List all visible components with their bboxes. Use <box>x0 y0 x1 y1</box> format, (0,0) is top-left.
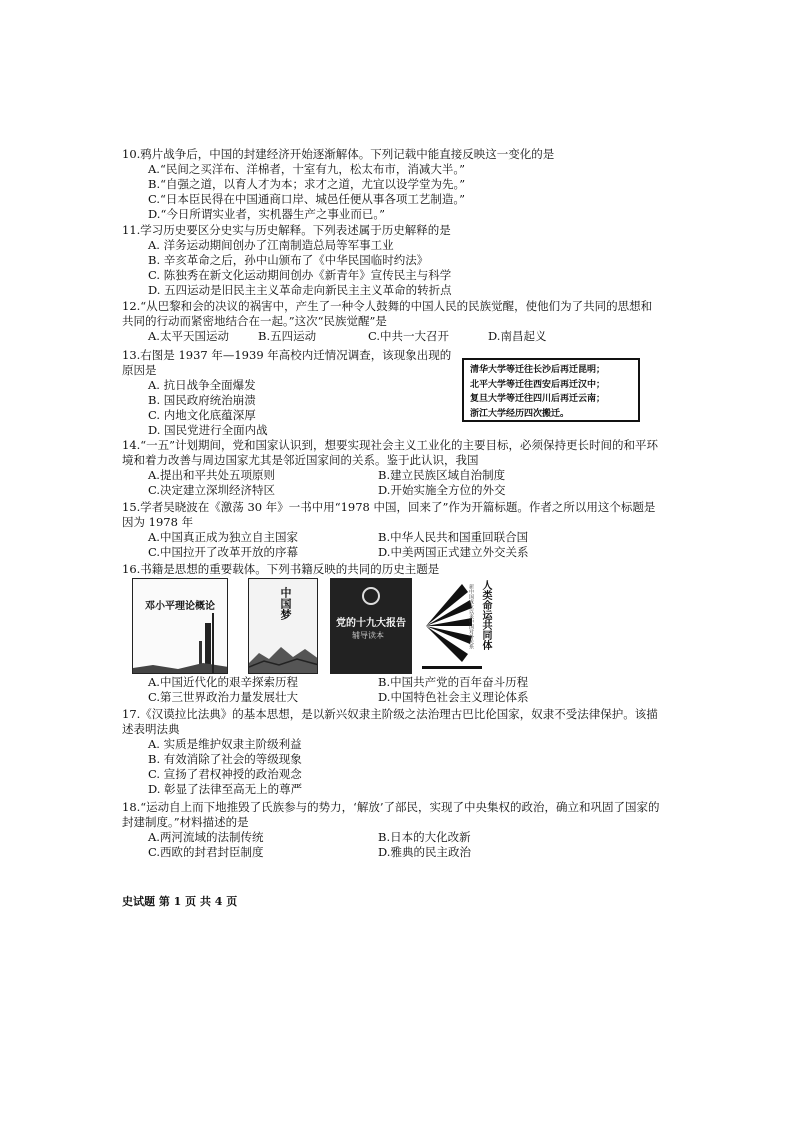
question-stem: 16.书籍是思想的重要载体。下列书籍反映的共同的历史主题是 <box>122 562 440 576</box>
option-c[interactable]: C.决定建立深圳经济特区 <box>148 483 276 497</box>
question-stem: 12.“从巴黎和会的决议的祸害中，产生了一种令人鼓舞的中国人民的民族觉醒，使他们为了共同的思想和共同的行动而紧密地结合在一起。”这次“民族觉醒”是 <box>122 299 653 328</box>
box-line: 复旦大学等迁往四川后再迁云南； <box>470 394 606 404</box>
box-line: 北平大学等迁往西安后再迁汉中； <box>470 379 606 390</box>
box-line: 清华大学等迁往长沙后再迁昆明； <box>470 365 606 375</box>
option-d[interactable]: D. 国民党进行全面内战 <box>148 423 268 437</box>
party-emblem-icon <box>330 582 412 612</box>
option-d[interactable]: D.“今日所谓实业者，实机器生产之事业而已。” <box>148 207 385 221</box>
option-c[interactable]: C. 宣扬了君权神授的政治观念 <box>148 767 302 781</box>
question-16 <box>122 562 662 577</box>
option-c[interactable]: C.“日本臣民得在中国通商口岸、城邑任便从事各项工艺制造。” <box>148 192 466 206</box>
question-stem: 15.学者吴晓波在《激荡 30 年》一书中用“1978 中国，回来了”作为开篇标题。作者之所以用这个标题是因为 1978 年 <box>122 500 656 529</box>
option-c[interactable]: C.中共一大召开 <box>368 329 450 343</box>
option-b[interactable]: B.建立民族区域自治制度 <box>378 468 506 482</box>
option-b[interactable]: B. 有效消除了社会的等级现象 <box>148 752 302 766</box>
option-d[interactable]: D.雅典的民主政治 <box>378 845 471 859</box>
question-15 <box>122 500 662 560</box>
book-title: 中国梦 <box>279 587 292 620</box>
great-wall-graphic-icon <box>249 633 318 673</box>
option-b[interactable]: B.日本的大化改新 <box>378 830 471 844</box>
book-title: 人类命运共同体 <box>480 580 491 650</box>
option-d[interactable]: D.南昌起义 <box>488 329 547 343</box>
box-line: 浙江大学经历四次搬迁。 <box>470 408 570 419</box>
option-d[interactable]: D.中国特色社会主义理论体系 <box>378 690 529 704</box>
book-cover-shared-future <box>422 578 504 674</box>
question-stem: 18.“运动自上而下地推毁了氏族参与的势力，‘解放’了部民，实现了中央集权的政治，确立和巩固了国家的封建制度。”材料描述的是 <box>122 800 660 829</box>
option-d[interactable]: D.中美两国正式建立外交关系 <box>378 545 529 559</box>
option-b[interactable]: B.中国共产党的百年奋斗历程 <box>378 675 529 689</box>
book-cover-deng-theory <box>132 578 228 674</box>
question-10 <box>122 147 662 222</box>
option-b[interactable]: B.五四运动 <box>258 329 317 343</box>
option-a[interactable]: A.中国真正成为独立自主国家 <box>148 530 298 544</box>
option-a[interactable]: A.“民间之买洋布、洋棉者，十室有九，松太布市，消减大半。” <box>148 162 465 176</box>
option-a[interactable]: A.两河流域的法制传统 <box>148 830 264 844</box>
question-12 <box>122 299 662 344</box>
book-cover-19th-congress-report <box>330 578 412 674</box>
option-c[interactable]: C.第三世界政治力量发展壮大 <box>148 690 299 704</box>
book-covers <box>132 578 592 674</box>
option-c[interactable]: C.西欧的封君封臣制度 <box>148 845 264 859</box>
option-b[interactable]: B. 国民政府统治崩溃 <box>148 393 256 407</box>
option-a[interactable]: A.太平天国运动 <box>148 329 229 343</box>
option-c[interactable]: C.中国拉开了改革开放的序幕 <box>148 545 299 559</box>
question-stem: 13.右图是 1937 年—1939 年高校内迁情况调查，该现象出现的原因是 <box>122 348 452 377</box>
option-b[interactable]: B.中华人民共和国重回联合国 <box>378 530 529 544</box>
option-a[interactable]: A.提出和平共处五项原则 <box>148 468 275 482</box>
option-a[interactable]: A. 抗日战争全面爆发 <box>148 378 256 392</box>
page-footer: 史试题 第 1 页 共 4 页 <box>122 895 238 908</box>
option-c[interactable]: C. 陈独秀在新文化运动期间创办《新青年》宣传民主与科学 <box>148 268 452 282</box>
option-d[interactable]: D.开始实施全方位的外交 <box>378 483 506 497</box>
question-stem: 11.学习历史要区分史实与历史解释。下列表述属于历史解释的是 <box>122 223 451 237</box>
question-17 <box>122 707 662 797</box>
book-subtitle: 辅导读本 <box>352 631 384 640</box>
question-16-options <box>122 675 662 705</box>
option-a[interactable]: A. 洋务运动期间创办了江南制造总局等军事工业 <box>148 238 394 252</box>
option-d[interactable]: D. 五四运动是旧民主主义革命走向新民主主义革命的转折点 <box>148 283 452 297</box>
question-14 <box>122 438 662 498</box>
question-13 <box>122 348 452 438</box>
book-title: 邓小平理论概论 <box>145 601 215 612</box>
book-title: 党的十九大报告 <box>336 618 406 629</box>
option-d[interactable]: D. 彰显了法律至高无上的尊严 <box>148 782 303 796</box>
option-a[interactable]: A.中国近代化的艰辛探索历程 <box>148 675 298 689</box>
question-stem: 17.《汉谟拉比法典》的基本思想，是以新兴奴隶主阶级之法治理古巴比伦国家，奴隶不受法律保护。该描述表明法典 <box>122 707 658 736</box>
question-18 <box>122 800 662 860</box>
book-subtitle: 新中国成立以来中国对外关系 <box>468 584 474 649</box>
option-c[interactable]: C. 内地文化底蕴深厚 <box>148 408 256 422</box>
university-relocation-box <box>462 358 640 422</box>
question-11 <box>122 223 662 298</box>
option-b[interactable]: B. 辛亥革命之后，孙中山颁布了《中华民国临时约法》 <box>148 253 429 267</box>
question-stem: 14.“一五”计划期间，党和国家认识到，想要实现社会主义工业化的主要目标，必须保持更长时间的和平环境和着力改善与周边国家尤其是邻近国家间的关系。鉴于此认识，我国 <box>122 438 659 467</box>
building-graphic-icon <box>133 613 228 673</box>
book-cover-china-dream <box>248 578 318 674</box>
question-stem: 10.鸦片战争后，中国的封建经济开始逐渐解体。下列记载中能直接反映这一变化的是 <box>122 147 555 161</box>
option-b[interactable]: B.“自强之道，以育人才为本；求才之道，尤宜以设学堂为先。” <box>148 177 466 191</box>
option-a[interactable]: A. 实质是维护奴隶主阶级利益 <box>148 737 302 751</box>
